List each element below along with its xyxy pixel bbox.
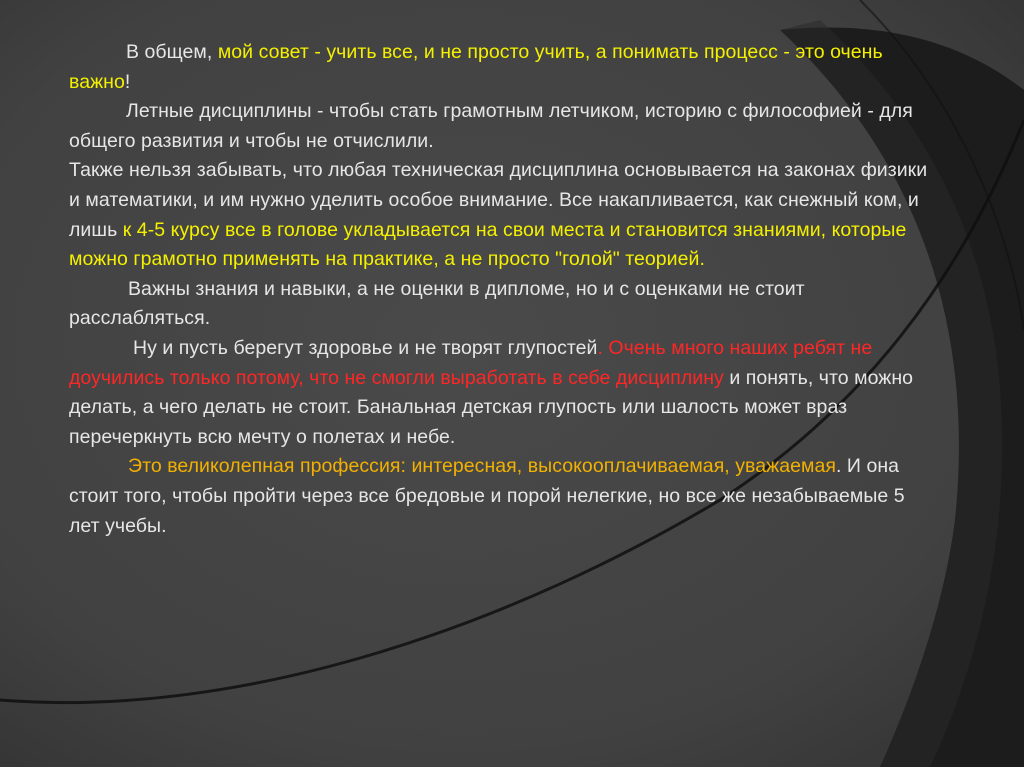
- slide-text: [69, 38, 939, 541]
- paragraph-physics-math: [69, 156, 939, 274]
- paragraph-health: [69, 334, 939, 452]
- text-span: Летные дисциплины - чтобы стать грамотным летчиком, историю с философией - для общего развития и чтобы не отчислили.: [69, 100, 913, 152]
- text-span: и понять, что можно делать, а чего делать не стоит. Банальная детская глупость или шалость может враз перечеркнуть всю мечту о полетах и небе.: [69, 366, 914, 448]
- highlight-text-yellow: к 4-5 курсу все в голове укладывается на свои места и становится знаниями, которые можно грамотно применять на практике, а не просто "голой" теорией.: [69, 218, 907, 271]
- text-span: Также нельзя забывать, что любая техническая дисциплина основывается на законах физики и математики, и им нужно уделить особое внимание. Все накапливается, как снежный ком, и лишь: [69, 159, 928, 241]
- text-span: !: [124, 70, 131, 93]
- paragraph-disciplines: [69, 97, 939, 156]
- paragraph-knowledge: [69, 275, 939, 334]
- paragraph-advice: [69, 38, 939, 97]
- text-span: . И она стоит того, чтобы пройти через все бредовые и порой нелегкие, но все же незабываемые 5 лет учебы.: [69, 455, 905, 537]
- text-span: Ну и пусть берегут здоровье и не творят глупостей: [133, 336, 598, 359]
- text-span: В общем,: [126, 41, 218, 63]
- paragraph-profession: [69, 452, 939, 541]
- text-span: Важны знания и навыки, а не оценки в дипломе, но и с оценками не стоит расслабляться.: [69, 277, 805, 330]
- highlight-text-red: . Очень много наших ребят не доучились только потому, что не смогли выработать в себе дисциплину: [69, 336, 873, 389]
- highlight-text-orange: Это великолепная профессия: интересная, высокооплачиваемая, уважаемая: [128, 455, 836, 478]
- highlight-text-yellow: мой совет - учить все, и не просто учить, а понимать процесс - это очень важно: [69, 41, 883, 93]
